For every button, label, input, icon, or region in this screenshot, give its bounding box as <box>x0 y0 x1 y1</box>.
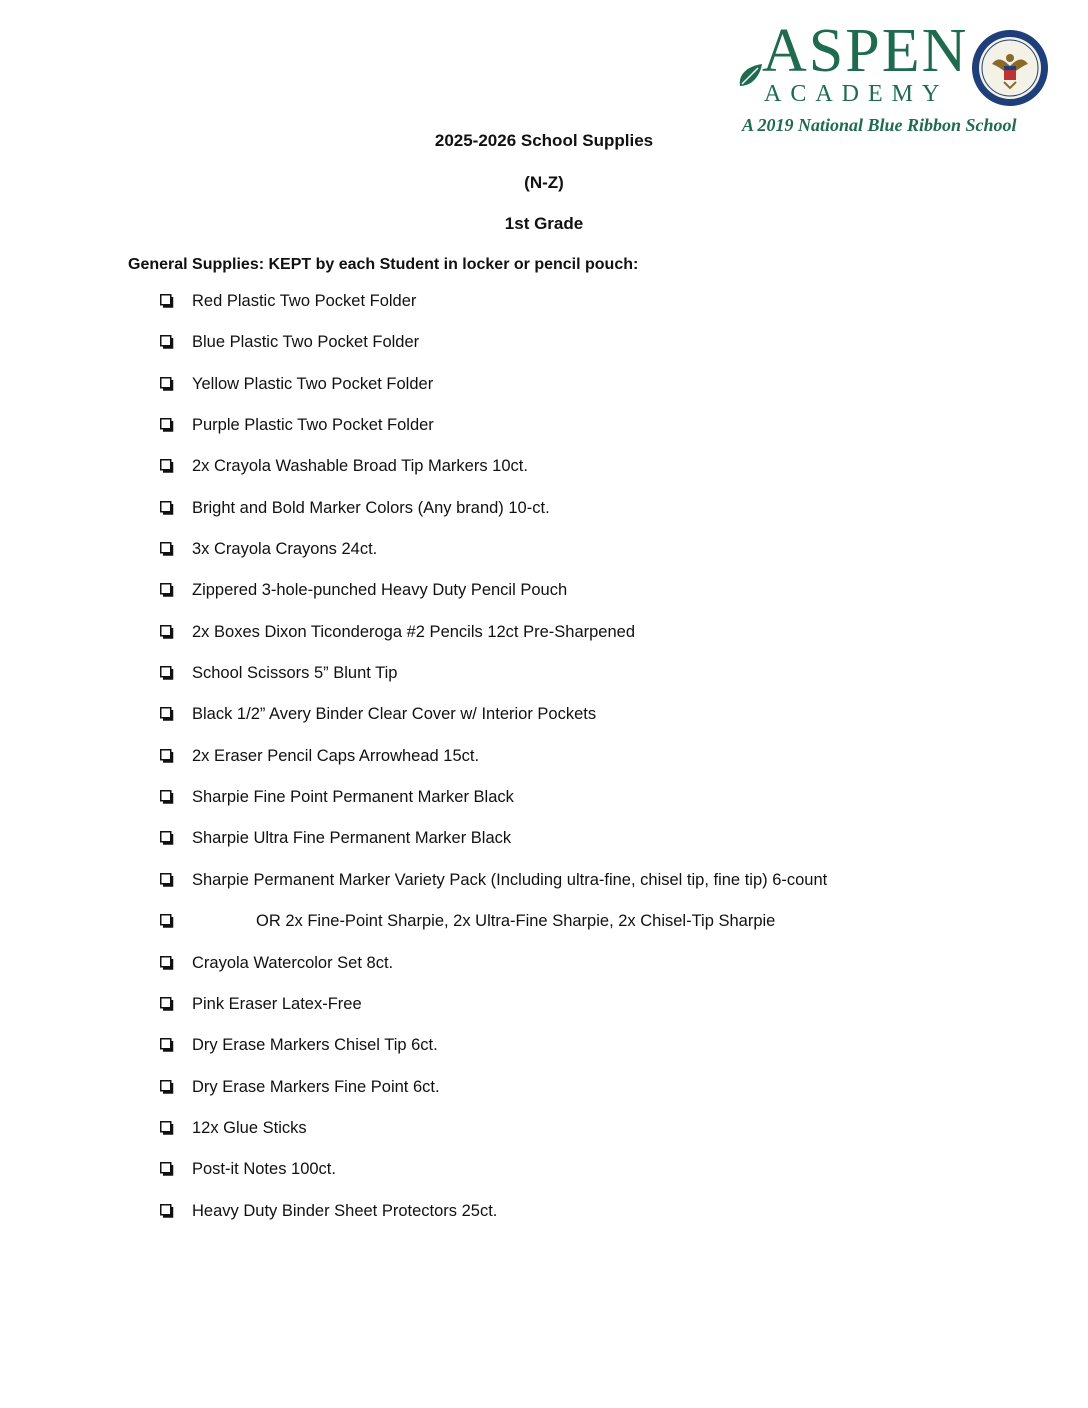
checkbox-icon[interactable] <box>160 828 192 848</box>
checklist-item <box>160 994 827 1035</box>
checklist-item <box>160 415 827 456</box>
checklist-item <box>160 828 827 869</box>
checklist-item <box>160 911 827 952</box>
checkbox-icon[interactable] <box>160 1118 192 1138</box>
checklist-item <box>160 1201 827 1242</box>
checkbox-icon[interactable] <box>160 994 192 1014</box>
item-label: Dry Erase Markers Chisel Tip 6ct. <box>192 1036 438 1055</box>
checklist-item <box>160 704 827 745</box>
checklist-item <box>160 787 827 828</box>
item-label: Sharpie Fine Point Permanent Marker Black <box>192 788 514 807</box>
logo-subtitle: ACADEMY <box>764 81 949 107</box>
item-label: Purple Plastic Two Pocket Folder <box>192 416 434 435</box>
checkbox-icon[interactable] <box>160 704 192 724</box>
grade-heading: 1st Grade <box>504 214 584 233</box>
checklist-item <box>160 456 827 497</box>
item-label: Black 1/2” Avery Binder Clear Cover w/ Interior Pockets <box>192 705 597 724</box>
item-label: Red Plastic Two Pocket Folder <box>192 292 417 310</box>
checklist-item <box>160 539 827 580</box>
checkbox-icon[interactable] <box>160 539 192 559</box>
checkbox-icon[interactable] <box>160 498 192 518</box>
logo-tagline: A 2019 National Blue Ribbon School <box>742 115 1017 135</box>
checkbox-icon[interactable] <box>160 332 192 352</box>
checklist-item <box>160 870 827 911</box>
checkbox-icon[interactable] <box>160 1077 192 1097</box>
checkbox-icon[interactable] <box>160 663 192 683</box>
checkbox-icon[interactable] <box>160 870 192 890</box>
item-label: 12x Glue Sticks <box>192 1118 307 1137</box>
checkbox-icon[interactable] <box>160 580 192 600</box>
checklist-item <box>160 746 827 787</box>
item-label: Blue Plastic Two Pocket Folder <box>192 333 420 352</box>
checklist-item <box>160 1159 827 1200</box>
checklist-item <box>160 1077 827 1118</box>
item-label: Heavy Duty Binder Sheet Protectors 25ct. <box>192 1201 498 1220</box>
checkbox-icon[interactable] <box>160 374 192 394</box>
checklist-item <box>160 374 827 415</box>
item-label: 2x Crayola Washable Broad Tip Markers 10ct. <box>192 457 528 476</box>
checklist-item <box>160 663 827 704</box>
logo-wordmark: ASPEN <box>762 17 969 85</box>
checklist-item <box>160 291 827 332</box>
item-label: OR 2x Fine-Point Sharpie, 2x Ultra-Fine Sharpie, 2x Chisel-Tip Sharpie <box>256 912 776 931</box>
checkbox-icon[interactable] <box>160 291 192 311</box>
item-label: Bright and Bold Marker Colors (Any brand) 10-ct. <box>192 498 550 517</box>
checkbox-icon[interactable] <box>160 953 192 973</box>
checklist-item <box>160 622 827 663</box>
item-label: Zippered 3-hole-punched Heavy Duty Pencil Pouch <box>192 581 568 600</box>
section-heading: General Supplies: KEPT by each Student in locker or pencil pouch: <box>128 256 639 273</box>
checklist-item <box>160 1035 827 1076</box>
item-label: Pink Eraser Latex-Free <box>192 994 362 1013</box>
checklist-item <box>160 953 827 994</box>
checkbox-icon[interactable] <box>160 1201 192 1221</box>
item-label: 3x Crayola Crayons 24ct. <box>192 540 378 559</box>
checkbox-icon[interactable] <box>160 622 192 642</box>
item-label: Post-it Notes 100ct. <box>192 1160 336 1179</box>
item-label: School Scissors 5” Blunt Tip <box>192 664 398 683</box>
supply-list <box>160 291 827 1242</box>
checkbox-icon[interactable] <box>160 911 192 931</box>
checkbox-icon[interactable] <box>160 456 192 476</box>
checklist-item <box>160 498 827 539</box>
checkbox-icon[interactable] <box>160 787 192 807</box>
item-label: Yellow Plastic Two Pocket Folder <box>192 374 434 393</box>
letter-range: (N-Z) <box>524 173 564 192</box>
checkbox-icon[interactable] <box>160 1035 192 1055</box>
item-label: Sharpie Permanent Marker Variety Pack (Including ultra-fine, chisel tip, fine tip) 6-count <box>192 870 828 889</box>
document-title: 2025-2026 School Supplies <box>434 131 654 150</box>
item-label: Sharpie Ultra Fine Permanent Marker Black <box>192 829 512 848</box>
checklist-item <box>160 580 827 621</box>
item-label: 2x Boxes Dixon Ticonderoga #2 Pencils 12ct Pre-Sharpened <box>192 622 636 641</box>
checklist-item <box>160 1118 827 1159</box>
item-label: Crayola Watercolor Set 8ct. <box>192 953 394 972</box>
checkbox-icon[interactable] <box>160 1159 192 1179</box>
item-label: 2x Eraser Pencil Caps Arrowhead 15ct. <box>192 746 480 765</box>
checklist-item <box>160 332 827 373</box>
item-label: Dry Erase Markers Fine Point 6ct. <box>192 1077 440 1096</box>
blue-ribbon-seal-icon <box>970 28 1050 108</box>
checkbox-icon[interactable] <box>160 746 192 766</box>
checkbox-icon[interactable] <box>160 415 192 435</box>
school-logo <box>736 17 1056 138</box>
